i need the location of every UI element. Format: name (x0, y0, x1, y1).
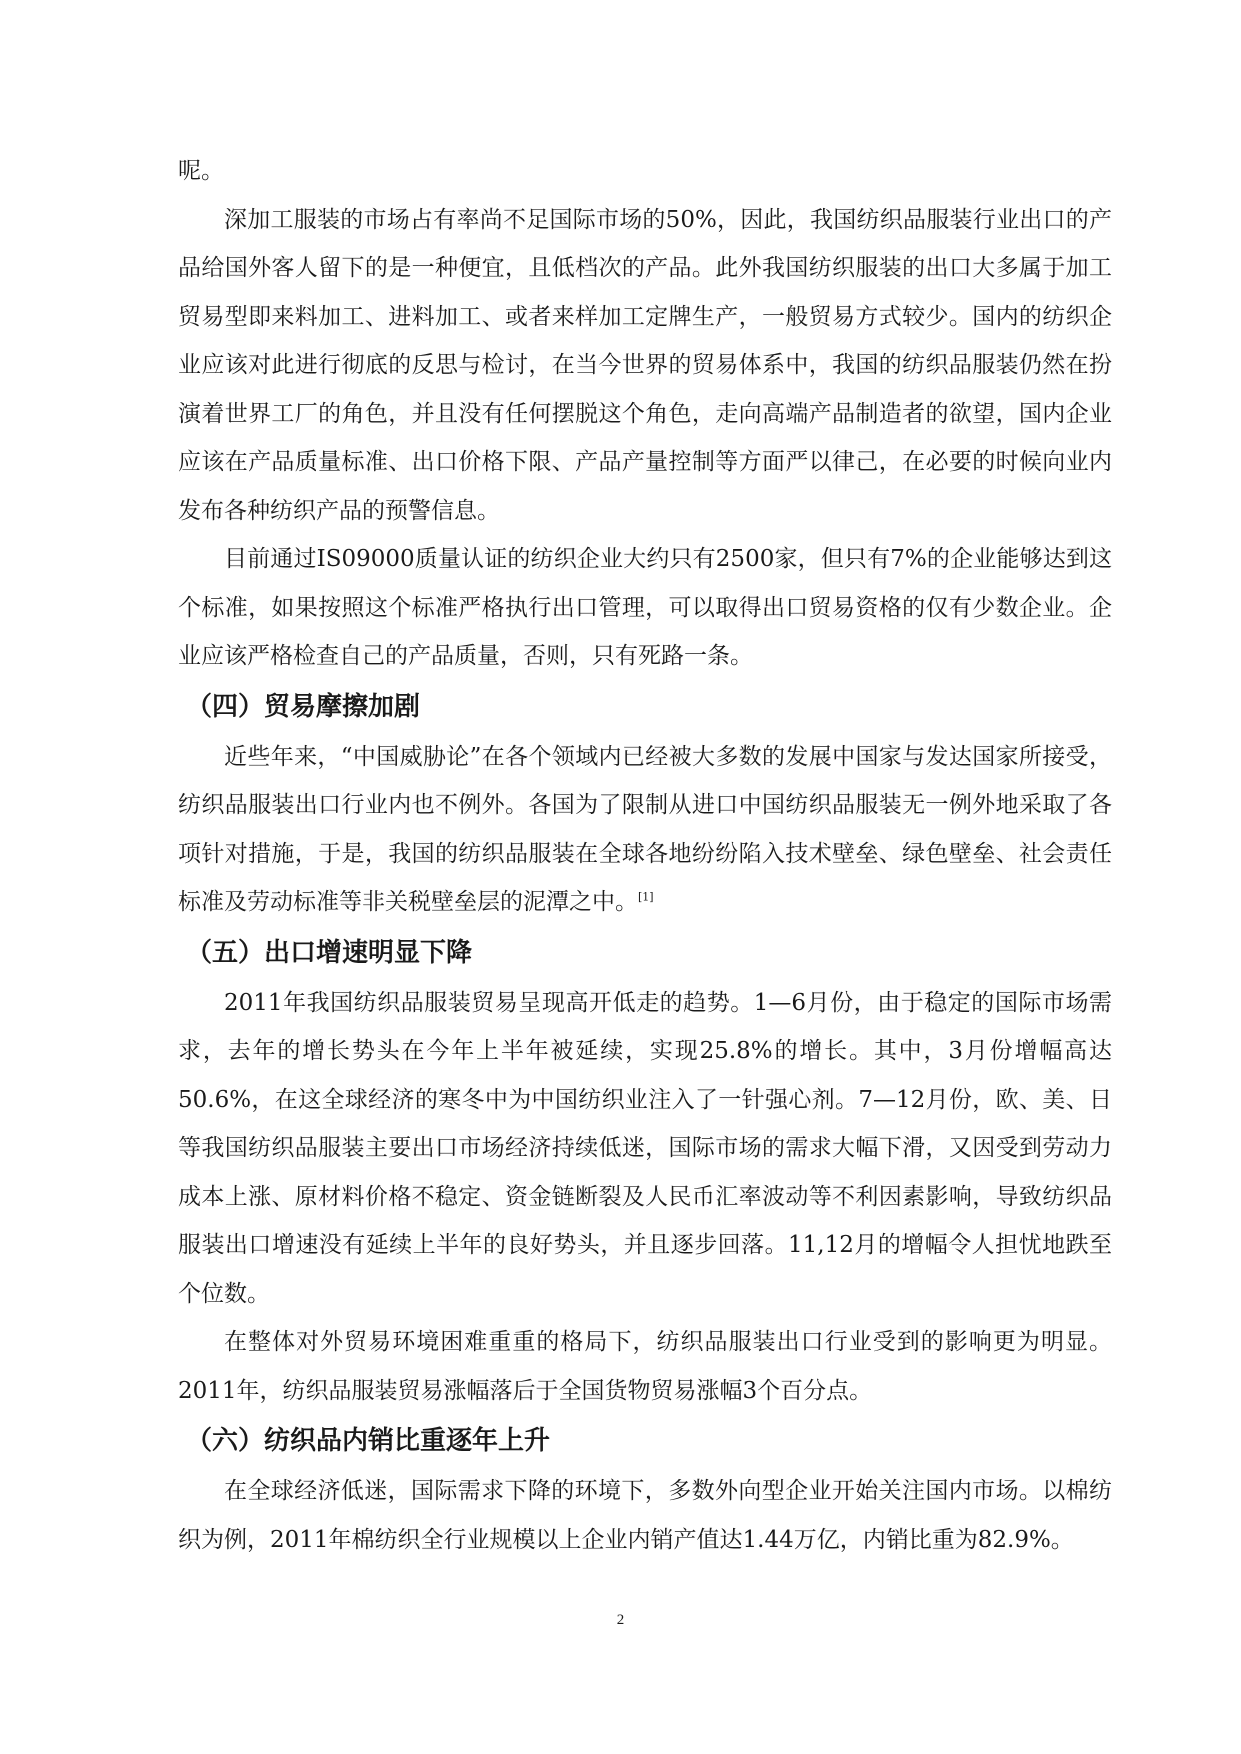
section-heading-trade-friction: （四）贸易摩擦加剧 (186, 691, 421, 722)
page-number: 2 (616, 1612, 625, 1628)
section-heading-export-growth: （五）出口增速明显下降 (186, 937, 473, 968)
section-heading-domestic-sales: （六）纺织品内销比重逐年上升 (186, 1426, 551, 1456)
paragraph-export-trend-2011: 2011年我国纺织品服装贸易呈现高开低走的趋势。1—6月份，由于稳定的国际市场需求，去年的增长势头在今年上半年被延续，实现25.8%的增长。其中，3月份增幅高达50.6%，在这全球经济的寒冬中为中国纺织业注入了一针强心剂。7—12月份，欧、美、日等我国纺织品服装主要出口市场经济持续低迷，国际市场的需求大幅下滑，又因受到劳动力成本上涨、原材料价格不稳定、资金链断裂及人民币汇率波动等不利因素影响，导致纺织品服装出口增速没有延续上半年的良好势头，并且逐步回落。11,12月的增幅令人担忧地跌至个位数。 (178, 989, 1112, 1307)
citation-marker: [1] (638, 890, 654, 904)
paragraph-domestic-market: 在全球经济低迷，国际需求下降的环境下，多数外向型企业开始关注国内市场。以棉纺织为例，2011年棉纺织全行业规模以上企业内销产值达1.44万亿，内销比重为82.9%。 (178, 1478, 1112, 1553)
paragraph-continuation: 呢。 (178, 158, 224, 184)
paragraph-trade-barriers-text: 近些年来，“中国威胁论”在各个领域内已经被大多数的发展中国家与发达国家所接受，纺织品服装出口行业内也不例外。各国为了限制从进口中国纺织品服装无一例外地采取了各项针对措施，于是，我国的纺织品服装在全球各地纷纷陷入技术壁垒、绿色壁垒、社会责任标准及劳动标准等非关税壁垒层的泥潭之中。 (178, 743, 1112, 915)
paragraph-trade-environment: 在整体对外贸易环境困难重重的格局下，纺织品服装出口行业受到的影响更为明显。2011年，纺织品服装贸易涨幅落后于全国货物贸易涨幅3个百分点。 (178, 1329, 1112, 1404)
paragraph-trade-barriers (178, 733, 1112, 927)
paragraph-market-share: 深加工服装的市场占有率尚不足国际市场的50%，因此，我国纺织品服装行业出口的产品给国外客人留下的是一种便宜，且低档次的产品。此外我国纺织服装的出口大多属于加工贸易型即来料加工、进料加工、或者来样加工定牌生产，一般贸易方式较少。国内的纺织企业应该对此进行彻底的反思与检讨，在当今世界的贸易体系中，我国的纺织品服装仍然在扮演着世界工厂的角色，并且没有任何摆脱这个角色，走向高端产品制造者的欲望，国内企业应该在产品质量标准、出口价格下限、产品产量控制等方面严以律己，在必要的时候向业内发布各种纺织产品的预警信息。 (178, 206, 1112, 524)
document-body (178, 147, 1112, 1564)
paragraph-iso-certification: 目前通过IS09000质量认证的纺织企业大约只有2500家，但只有7%的企业能够达到这个标准，如果按照这个标准严格执行出口管理，可以取得出口贸易资格的仅有少数企业。企业应该严格检查自己的产品质量，否则，只有死路一条。 (178, 546, 1112, 669)
